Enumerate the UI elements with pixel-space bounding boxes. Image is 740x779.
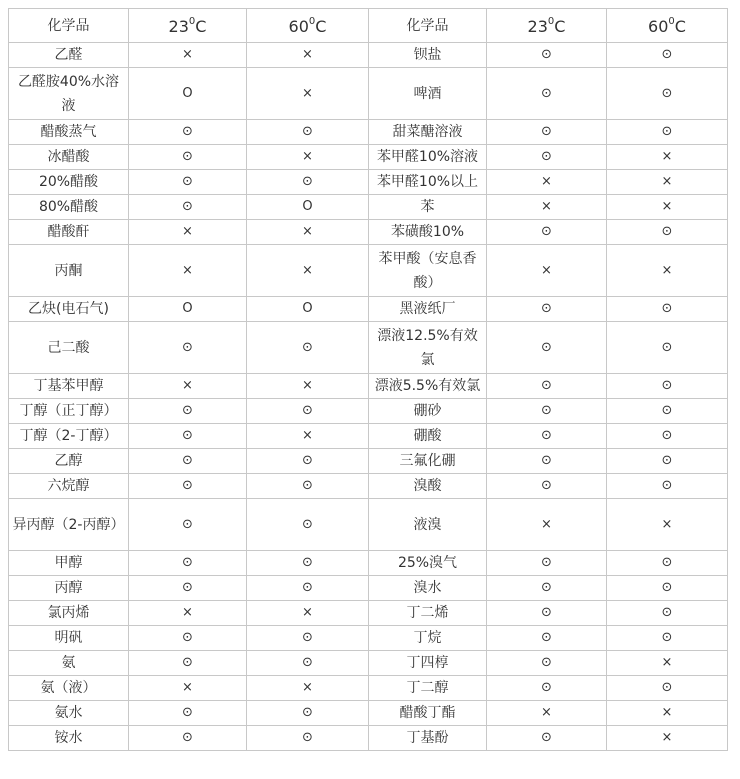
rating-23c-left: ⊙ <box>129 576 247 601</box>
rating-23c-left: × <box>129 220 247 245</box>
rating-60c-left: × <box>247 145 369 170</box>
chemical-name-left: 氨水 <box>9 701 129 726</box>
rating-60c-left: ⊙ <box>247 551 369 576</box>
chemical-name-left: 醋酸蒸气 <box>9 120 129 145</box>
rating-60c-left: × <box>247 245 369 297</box>
rating-23c-right: ⊙ <box>487 220 607 245</box>
table-row <box>9 551 728 576</box>
rating-60c-left: × <box>247 68 369 120</box>
header-chemical-right: 化学品 <box>369 9 487 43</box>
table-row <box>9 43 728 68</box>
table-row <box>9 68 728 120</box>
rating-23c-left: ⊙ <box>129 726 247 751</box>
chemical-name-left: 铵水 <box>9 726 129 751</box>
rating-60c-right: × <box>607 245 728 297</box>
rating-60c-left: ⊙ <box>247 651 369 676</box>
table-row <box>9 651 728 676</box>
rating-23c-right: ⊙ <box>487 120 607 145</box>
chemical-name-left: 氨（液） <box>9 676 129 701</box>
rating-23c-right: × <box>487 701 607 726</box>
rating-60c-left: ⊙ <box>247 626 369 651</box>
chemical-name-left: 丁基苯甲醇 <box>9 374 129 399</box>
chemical-name-right: 丁二烯 <box>369 601 487 626</box>
rating-23c-left: × <box>129 43 247 68</box>
rating-23c-right: ⊙ <box>487 322 607 374</box>
rating-23c-right: ⊙ <box>487 551 607 576</box>
rating-60c-left: ⊙ <box>247 120 369 145</box>
rating-60c-left: ⊙ <box>247 170 369 195</box>
chemical-name-left: 丁醇（2-丁醇） <box>9 424 129 449</box>
chemical-name-right: 苯甲酸（安息香酸） <box>369 245 487 297</box>
rating-60c-left: ⊙ <box>247 399 369 424</box>
chemical-name-right: 漂液5.5%有效氯 <box>369 374 487 399</box>
rating-23c-left: ⊙ <box>129 170 247 195</box>
chemical-name-left: 明矾 <box>9 626 129 651</box>
chemical-name-left: 丁醇（正丁醇） <box>9 399 129 424</box>
chemical-name-left: 乙醛胺40%水溶液 <box>9 68 129 120</box>
rating-60c-left: O <box>247 297 369 322</box>
rating-60c-left: ⊙ <box>247 726 369 751</box>
rating-60c-left: × <box>247 43 369 68</box>
header-temp-23-left: $23^0C$ <box>129 9 247 43</box>
rating-60c-left: × <box>247 374 369 399</box>
table-row <box>9 676 728 701</box>
rating-60c-right: ⊙ <box>607 601 728 626</box>
chemical-name-left: 醋酸酐 <box>9 220 129 245</box>
chemical-name-left: 乙醇 <box>9 449 129 474</box>
rating-60c-left: ⊙ <box>247 701 369 726</box>
rating-23c-left: ⊙ <box>129 651 247 676</box>
chemical-name-left: 己二酸 <box>9 322 129 374</box>
chemical-name-left: 丙醇 <box>9 576 129 601</box>
rating-23c-right: ⊙ <box>487 68 607 120</box>
header-temp-60-right: $60^0C$ <box>607 9 728 43</box>
rating-23c-left: O <box>129 297 247 322</box>
chemical-name-left: 丙酮 <box>9 245 129 297</box>
chemical-name-left: 20%醋酸 <box>9 170 129 195</box>
rating-60c-right: ⊙ <box>607 220 728 245</box>
chemical-name-right: 硼砂 <box>369 399 487 424</box>
chemical-name-left: 氯丙烯 <box>9 601 129 626</box>
chemical-resistance-table <box>8 8 728 751</box>
rating-23c-left: × <box>129 601 247 626</box>
table-row <box>9 499 728 551</box>
rating-60c-left: O <box>247 195 369 220</box>
table-row <box>9 322 728 374</box>
chemical-name-right: 丁基酚 <box>369 726 487 751</box>
table-row <box>9 220 728 245</box>
table-row <box>9 145 728 170</box>
rating-23c-right: ⊙ <box>487 399 607 424</box>
rating-23c-right: ⊙ <box>487 726 607 751</box>
table-row <box>9 701 728 726</box>
chemical-name-right: 苯磺酸10% <box>369 220 487 245</box>
rating-60c-left: ⊙ <box>247 576 369 601</box>
rating-60c-left: × <box>247 424 369 449</box>
table-row <box>9 626 728 651</box>
rating-60c-right: × <box>607 195 728 220</box>
rating-60c-right: ⊙ <box>607 626 728 651</box>
rating-23c-right: ⊙ <box>487 449 607 474</box>
rating-60c-right: ⊙ <box>607 297 728 322</box>
rating-23c-right: ⊙ <box>487 145 607 170</box>
table-row <box>9 474 728 499</box>
table-header-row <box>9 9 728 43</box>
header-temp-23-right: $23^0C$ <box>487 9 607 43</box>
table-row <box>9 297 728 322</box>
rating-23c-left: ⊙ <box>129 449 247 474</box>
header-temp-60-left: $60^0C$ <box>247 9 369 43</box>
rating-23c-right: × <box>487 499 607 551</box>
rating-23c-right: × <box>487 245 607 297</box>
chemical-name-left: 冰醋酸 <box>9 145 129 170</box>
chemical-name-right: 25%溴气 <box>369 551 487 576</box>
table-row <box>9 399 728 424</box>
rating-23c-left: ⊙ <box>129 551 247 576</box>
rating-60c-right: ⊙ <box>607 551 728 576</box>
chemical-name-left: 80%醋酸 <box>9 195 129 220</box>
chemical-name-left: 乙炔(电石气) <box>9 297 129 322</box>
rating-60c-right: × <box>607 170 728 195</box>
chemical-name-left: 氨 <box>9 651 129 676</box>
rating-23c-right: ⊙ <box>487 601 607 626</box>
rating-60c-left: ⊙ <box>247 499 369 551</box>
chemical-name-left: 异丙醇（2-丙醇） <box>9 499 129 551</box>
table-row <box>9 245 728 297</box>
rating-60c-left: × <box>247 601 369 626</box>
chemical-name-right: 溴水 <box>369 576 487 601</box>
rating-23c-left: ⊙ <box>129 322 247 374</box>
chemical-name-right: 液溴 <box>369 499 487 551</box>
chemical-name-left: 六烷醇 <box>9 474 129 499</box>
rating-60c-right: ⊙ <box>607 374 728 399</box>
chemical-name-right: 苯 <box>369 195 487 220</box>
rating-60c-left: × <box>247 676 369 701</box>
rating-23c-left: ⊙ <box>129 145 247 170</box>
rating-23c-right: ⊙ <box>487 676 607 701</box>
rating-23c-left: × <box>129 374 247 399</box>
table-row <box>9 726 728 751</box>
table-row <box>9 424 728 449</box>
table-row <box>9 449 728 474</box>
rating-60c-right: ⊙ <box>607 322 728 374</box>
rating-23c-right: ⊙ <box>487 626 607 651</box>
table-row <box>9 170 728 195</box>
chemical-name-right: 苯甲醛10%以上 <box>369 170 487 195</box>
rating-60c-right: × <box>607 145 728 170</box>
rating-60c-right: ⊙ <box>607 399 728 424</box>
rating-60c-right: ⊙ <box>607 449 728 474</box>
rating-60c-right: × <box>607 499 728 551</box>
rating-60c-right: ⊙ <box>607 576 728 601</box>
rating-23c-right: × <box>487 170 607 195</box>
chemical-name-right: 啤酒 <box>369 68 487 120</box>
rating-23c-left: ⊙ <box>129 424 247 449</box>
chemical-name-right: 三氟化硼 <box>369 449 487 474</box>
table-body <box>9 43 728 751</box>
rating-23c-left: × <box>129 245 247 297</box>
rating-23c-left: ⊙ <box>129 499 247 551</box>
chemical-name-right: 苯甲醛10%溶液 <box>369 145 487 170</box>
table-row <box>9 120 728 145</box>
rating-60c-right: × <box>607 651 728 676</box>
rating-23c-left: ⊙ <box>129 626 247 651</box>
rating-60c-left: ⊙ <box>247 449 369 474</box>
chemical-name-right: 钡盐 <box>369 43 487 68</box>
chemical-name-right: 丁二醇 <box>369 676 487 701</box>
rating-60c-right: ⊙ <box>607 68 728 120</box>
rating-60c-right: × <box>607 701 728 726</box>
rating-23c-left: ⊙ <box>129 195 247 220</box>
chemical-name-left: 乙醛 <box>9 43 129 68</box>
table-row <box>9 374 728 399</box>
rating-60c-right: × <box>607 726 728 751</box>
rating-23c-right: × <box>487 195 607 220</box>
table-row <box>9 601 728 626</box>
chemical-name-right: 醋酸丁酯 <box>369 701 487 726</box>
rating-23c-right: ⊙ <box>487 651 607 676</box>
chemical-name-right: 甜菜醣溶液 <box>369 120 487 145</box>
chemical-name-right: 硼酸 <box>369 424 487 449</box>
chemical-name-right: 漂液12.5%有效氯 <box>369 322 487 374</box>
chemical-name-right: 溴酸 <box>369 474 487 499</box>
rating-60c-left: ⊙ <box>247 322 369 374</box>
rating-23c-left: ⊙ <box>129 474 247 499</box>
chemical-name-right: 丁烷 <box>369 626 487 651</box>
rating-60c-right: ⊙ <box>607 474 728 499</box>
rating-60c-right: ⊙ <box>607 120 728 145</box>
chemical-name-right: 黑液纸厂 <box>369 297 487 322</box>
table-row <box>9 576 728 601</box>
rating-23c-right: ⊙ <box>487 43 607 68</box>
chemical-name-left: 甲醇 <box>9 551 129 576</box>
rating-23c-left: ⊙ <box>129 701 247 726</box>
rating-60c-right: ⊙ <box>607 424 728 449</box>
rating-60c-left: × <box>247 220 369 245</box>
header-chemical-left: 化学品 <box>9 9 129 43</box>
rating-60c-right: ⊙ <box>607 676 728 701</box>
table-row <box>9 195 728 220</box>
rating-23c-left: ⊙ <box>129 120 247 145</box>
rating-60c-left: ⊙ <box>247 474 369 499</box>
rating-60c-right: ⊙ <box>607 43 728 68</box>
rating-23c-left: × <box>129 676 247 701</box>
rating-23c-right: ⊙ <box>487 297 607 322</box>
rating-23c-right: ⊙ <box>487 424 607 449</box>
chemical-name-right: 丁四椁 <box>369 651 487 676</box>
rating-23c-right: ⊙ <box>487 374 607 399</box>
rating-23c-left: ⊙ <box>129 399 247 424</box>
rating-23c-left: O <box>129 68 247 120</box>
rating-23c-right: ⊙ <box>487 474 607 499</box>
rating-23c-right: ⊙ <box>487 576 607 601</box>
